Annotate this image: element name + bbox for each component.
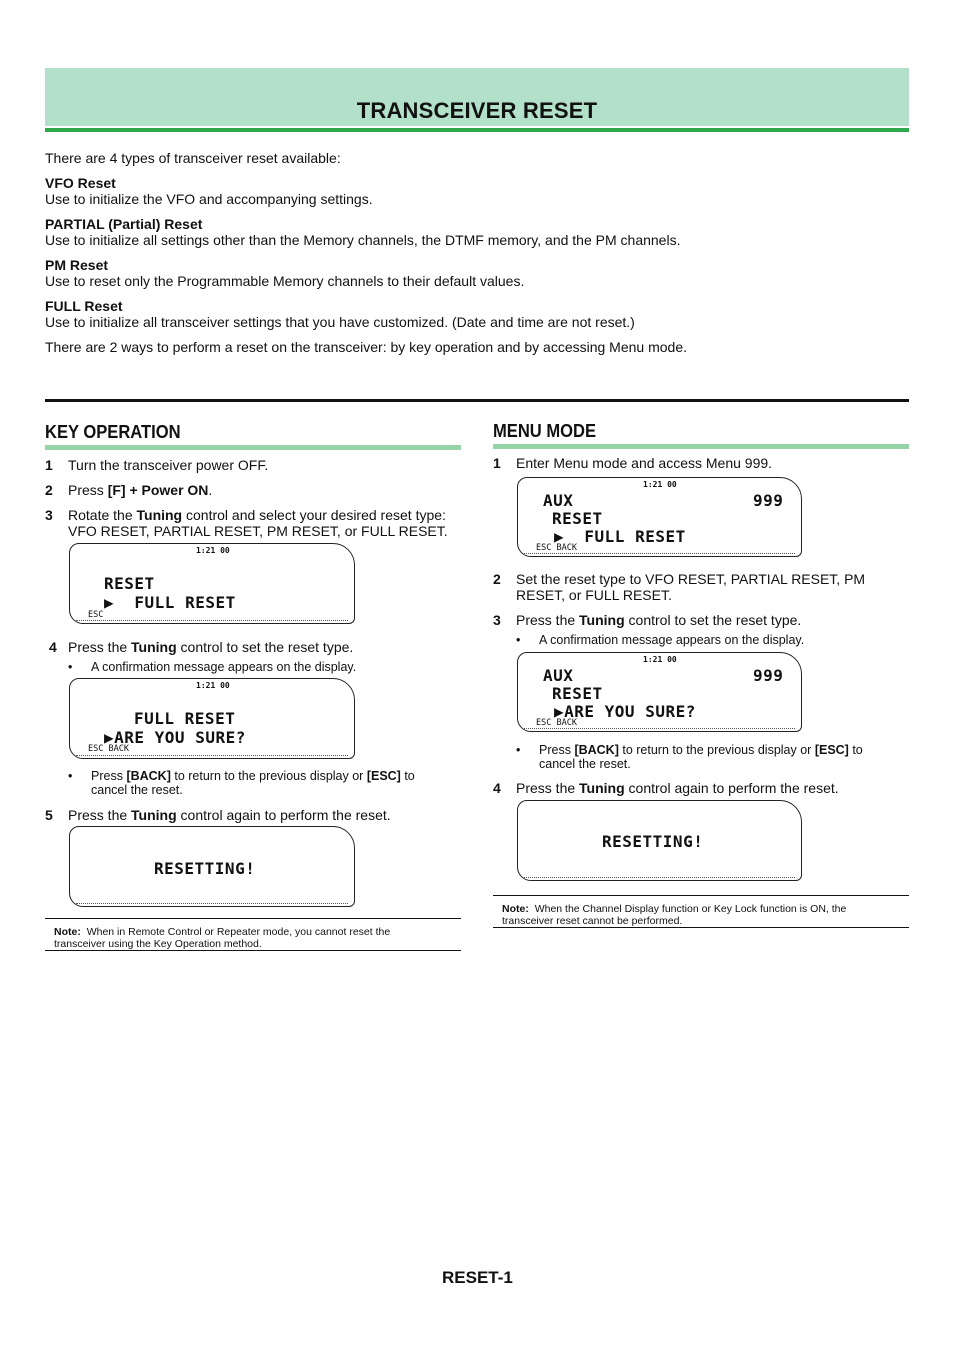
title-band — [45, 68, 909, 126]
step-text — [68, 482, 212, 498]
reset-type-name: VFO Reset — [45, 175, 116, 191]
bullet-text-part: cancel the reset. — [91, 783, 183, 797]
note-label: Note: — [502, 903, 529, 915]
lcd-ticks — [76, 752, 348, 756]
step-text-part: control again to perform the reset. — [624, 780, 839, 796]
key-name: [BACK] — [126, 769, 171, 783]
control-name: Tuning — [131, 639, 177, 655]
step-1 — [493, 455, 909, 471]
step-text-part: control to set the reset type. — [176, 639, 354, 655]
step-5 — [45, 807, 461, 823]
step-2 — [493, 571, 909, 605]
reset-type-desc: Use to initialize the VFO and accompanying settings. — [45, 191, 373, 207]
bullet-dot: • — [516, 743, 521, 757]
bullet-text-part: to — [400, 769, 415, 783]
step-text-part: Press the — [516, 612, 580, 628]
step-3 — [45, 507, 465, 541]
control-name: Tuning — [136, 507, 183, 523]
step-text-part: Rotate the — [68, 507, 137, 523]
lcd-line: RESET — [552, 684, 603, 703]
lcd-line: ▶ARE YOU SURE? — [104, 728, 246, 747]
lcd-softkeys: ESC — [88, 610, 104, 620]
note-box — [45, 918, 461, 951]
step-text — [516, 612, 801, 628]
bullet-dot: • — [68, 660, 73, 674]
lcd-line: RESETTING! — [154, 859, 256, 878]
lcd-line: RESET — [552, 509, 603, 528]
note-text: transceiver reset cannot be performed. — [502, 915, 683, 927]
step-1 — [45, 457, 461, 473]
step-text — [68, 807, 391, 823]
bullet-text-part: Press — [91, 769, 127, 783]
step-text: Enter Menu mode and access Menu 999. — [516, 455, 773, 471]
step-4 — [493, 780, 909, 796]
step-text-part: Press the — [68, 639, 132, 655]
lcd-aux: AUX — [543, 491, 574, 510]
step-2 — [45, 482, 461, 498]
step-number: 4 — [49, 639, 57, 655]
step-text — [516, 780, 839, 796]
lcd-line: ▶ FULL RESET — [104, 593, 236, 612]
key-operation-bar — [45, 445, 461, 450]
lcd-ticks — [524, 550, 795, 554]
bullet-text-part: Press — [539, 743, 575, 757]
menu-mode-title: MENU MODE — [493, 421, 597, 441]
lcd-clock: 1:21 00 — [643, 480, 677, 489]
bullet-text — [91, 769, 415, 797]
intro-section — [45, 150, 905, 355]
lcd-line: RESETTING! — [602, 832, 704, 851]
reset-type-name: PARTIAL (Partial) Reset — [45, 216, 203, 232]
step-number: 1 — [45, 457, 53, 473]
lcd-clock: 1:21 00 — [196, 546, 230, 555]
lcd-display — [69, 678, 355, 759]
step-text-part: RESET, or FULL RESET. — [516, 587, 672, 603]
reset-type-name: PM Reset — [45, 257, 109, 273]
step-number: 2 — [493, 571, 501, 587]
step-text-part: Set the reset type to VFO RESET, PARTIAL RESET, PM — [516, 571, 866, 587]
bullet-text — [539, 743, 863, 771]
step-text-part: Press the — [68, 807, 132, 823]
key-name: [BACK] — [574, 743, 619, 757]
bullet-text-part: cancel the reset. — [539, 757, 631, 771]
bullet-item — [516, 633, 906, 647]
lcd-display — [69, 826, 355, 907]
bullet-text-part: to return to the previous display or — [170, 769, 367, 783]
reset-type-name: FULL Reset — [45, 298, 123, 314]
bullet-text: A confirmation message appears on the display. — [91, 660, 357, 674]
lcd-softkeys: ESC BACK — [536, 718, 577, 728]
control-name: Tuning — [579, 612, 625, 628]
lcd-softkeys: ESC BACK — [536, 543, 577, 553]
step-text-part: VFO RESET, PARTIAL RESET, PM RESET, or FULL RESET. — [68, 523, 448, 539]
bullet-text: A confirmation message appears on the display. — [539, 633, 805, 647]
step-number: 3 — [45, 507, 53, 523]
lcd-menu-number: 999 — [753, 666, 784, 685]
step-text-part: Press — [68, 482, 108, 498]
step-number: 1 — [493, 455, 501, 471]
lcd-clock: 1:21 00 — [643, 655, 677, 664]
step-number: 4 — [493, 780, 501, 796]
lcd-aux: AUX — [543, 666, 574, 685]
intro-lead: There are 4 types of transceiver reset available: — [45, 150, 341, 166]
step-text-part: control and select your desired reset type: — [182, 507, 446, 523]
step-text-part: control to set the reset type. — [624, 612, 802, 628]
lcd-line: RESET — [104, 574, 155, 593]
lcd-line: ▶ARE YOU SURE? — [554, 702, 696, 721]
step-text — [68, 639, 353, 655]
bullet-dot: • — [68, 769, 73, 783]
step-text-part: . — [208, 482, 213, 498]
note-label: Note: — [54, 926, 81, 938]
page-title: TRANSCEIVER RESET — [356, 98, 598, 123]
step-text-part: control again to perform the reset. — [176, 807, 391, 823]
lcd-ticks — [76, 900, 348, 904]
bullet-item — [68, 769, 460, 799]
step-number: 3 — [493, 612, 501, 628]
step-number: 5 — [45, 807, 53, 823]
page-number: RESET-1 — [442, 1268, 513, 1287]
step-text — [516, 571, 865, 603]
control-name: Tuning — [579, 780, 625, 796]
bullet-item — [68, 660, 458, 674]
key-operation-title: KEY OPERATION — [45, 422, 181, 442]
bullet-text-part: to return to the previous display or — [618, 743, 815, 757]
note-text: When in Remote Control or Repeater mode, you cannot reset the — [86, 926, 391, 938]
reset-type-desc: Use to reset only the Programmable Memory channels to their default values. — [45, 273, 525, 289]
lcd-ticks — [524, 725, 795, 729]
note-text: When the Channel Display function or Key Lock function is ON, the — [534, 903, 847, 915]
lcd-line: ▶ FULL RESET — [554, 527, 686, 546]
lcd-display — [517, 800, 802, 881]
step-4 — [45, 639, 461, 655]
title-rule — [45, 128, 909, 132]
section-divider — [45, 399, 909, 402]
key-combo: [F] + Power ON — [107, 482, 209, 498]
note-text: transceiver using the Key Operation method. — [54, 938, 262, 950]
lcd-display — [69, 543, 355, 624]
intro-ways: There are 2 ways to perform a reset on the transceiver: by key operation and by accessing Menu mode. — [45, 339, 687, 355]
reset-type-desc: Use to initialize all settings other than the Memory channels, the DTMF memory, and the PM channels. — [45, 232, 681, 248]
menu-mode-bar — [493, 444, 909, 449]
step-number: 2 — [45, 482, 53, 498]
lcd-display — [517, 477, 802, 557]
key-name: [ESC] — [366, 769, 401, 783]
step-text — [68, 507, 448, 539]
control-name: Tuning — [131, 807, 177, 823]
note-box — [493, 895, 909, 928]
lcd-clock: 1:21 00 — [196, 681, 230, 690]
lcd-menu-number: 999 — [753, 491, 784, 510]
lcd-line: FULL RESET — [134, 709, 236, 728]
lcd-ticks — [76, 617, 348, 621]
lcd-display — [517, 652, 802, 732]
lcd-softkeys: ESC BACK — [88, 744, 129, 754]
step-text-part: Press the — [516, 780, 580, 796]
reset-type-desc: Use to initialize all transceiver settings that you have customized. (Date and time are not reset.) — [45, 314, 635, 330]
step-3 — [493, 612, 909, 628]
key-name: [ESC] — [814, 743, 849, 757]
lcd-ticks — [524, 874, 795, 878]
step-text: Turn the transceiver power OFF. — [68, 457, 269, 473]
bullet-text-part: to — [848, 743, 863, 757]
bullet-item — [516, 743, 908, 773]
bullet-dot: • — [516, 633, 521, 647]
